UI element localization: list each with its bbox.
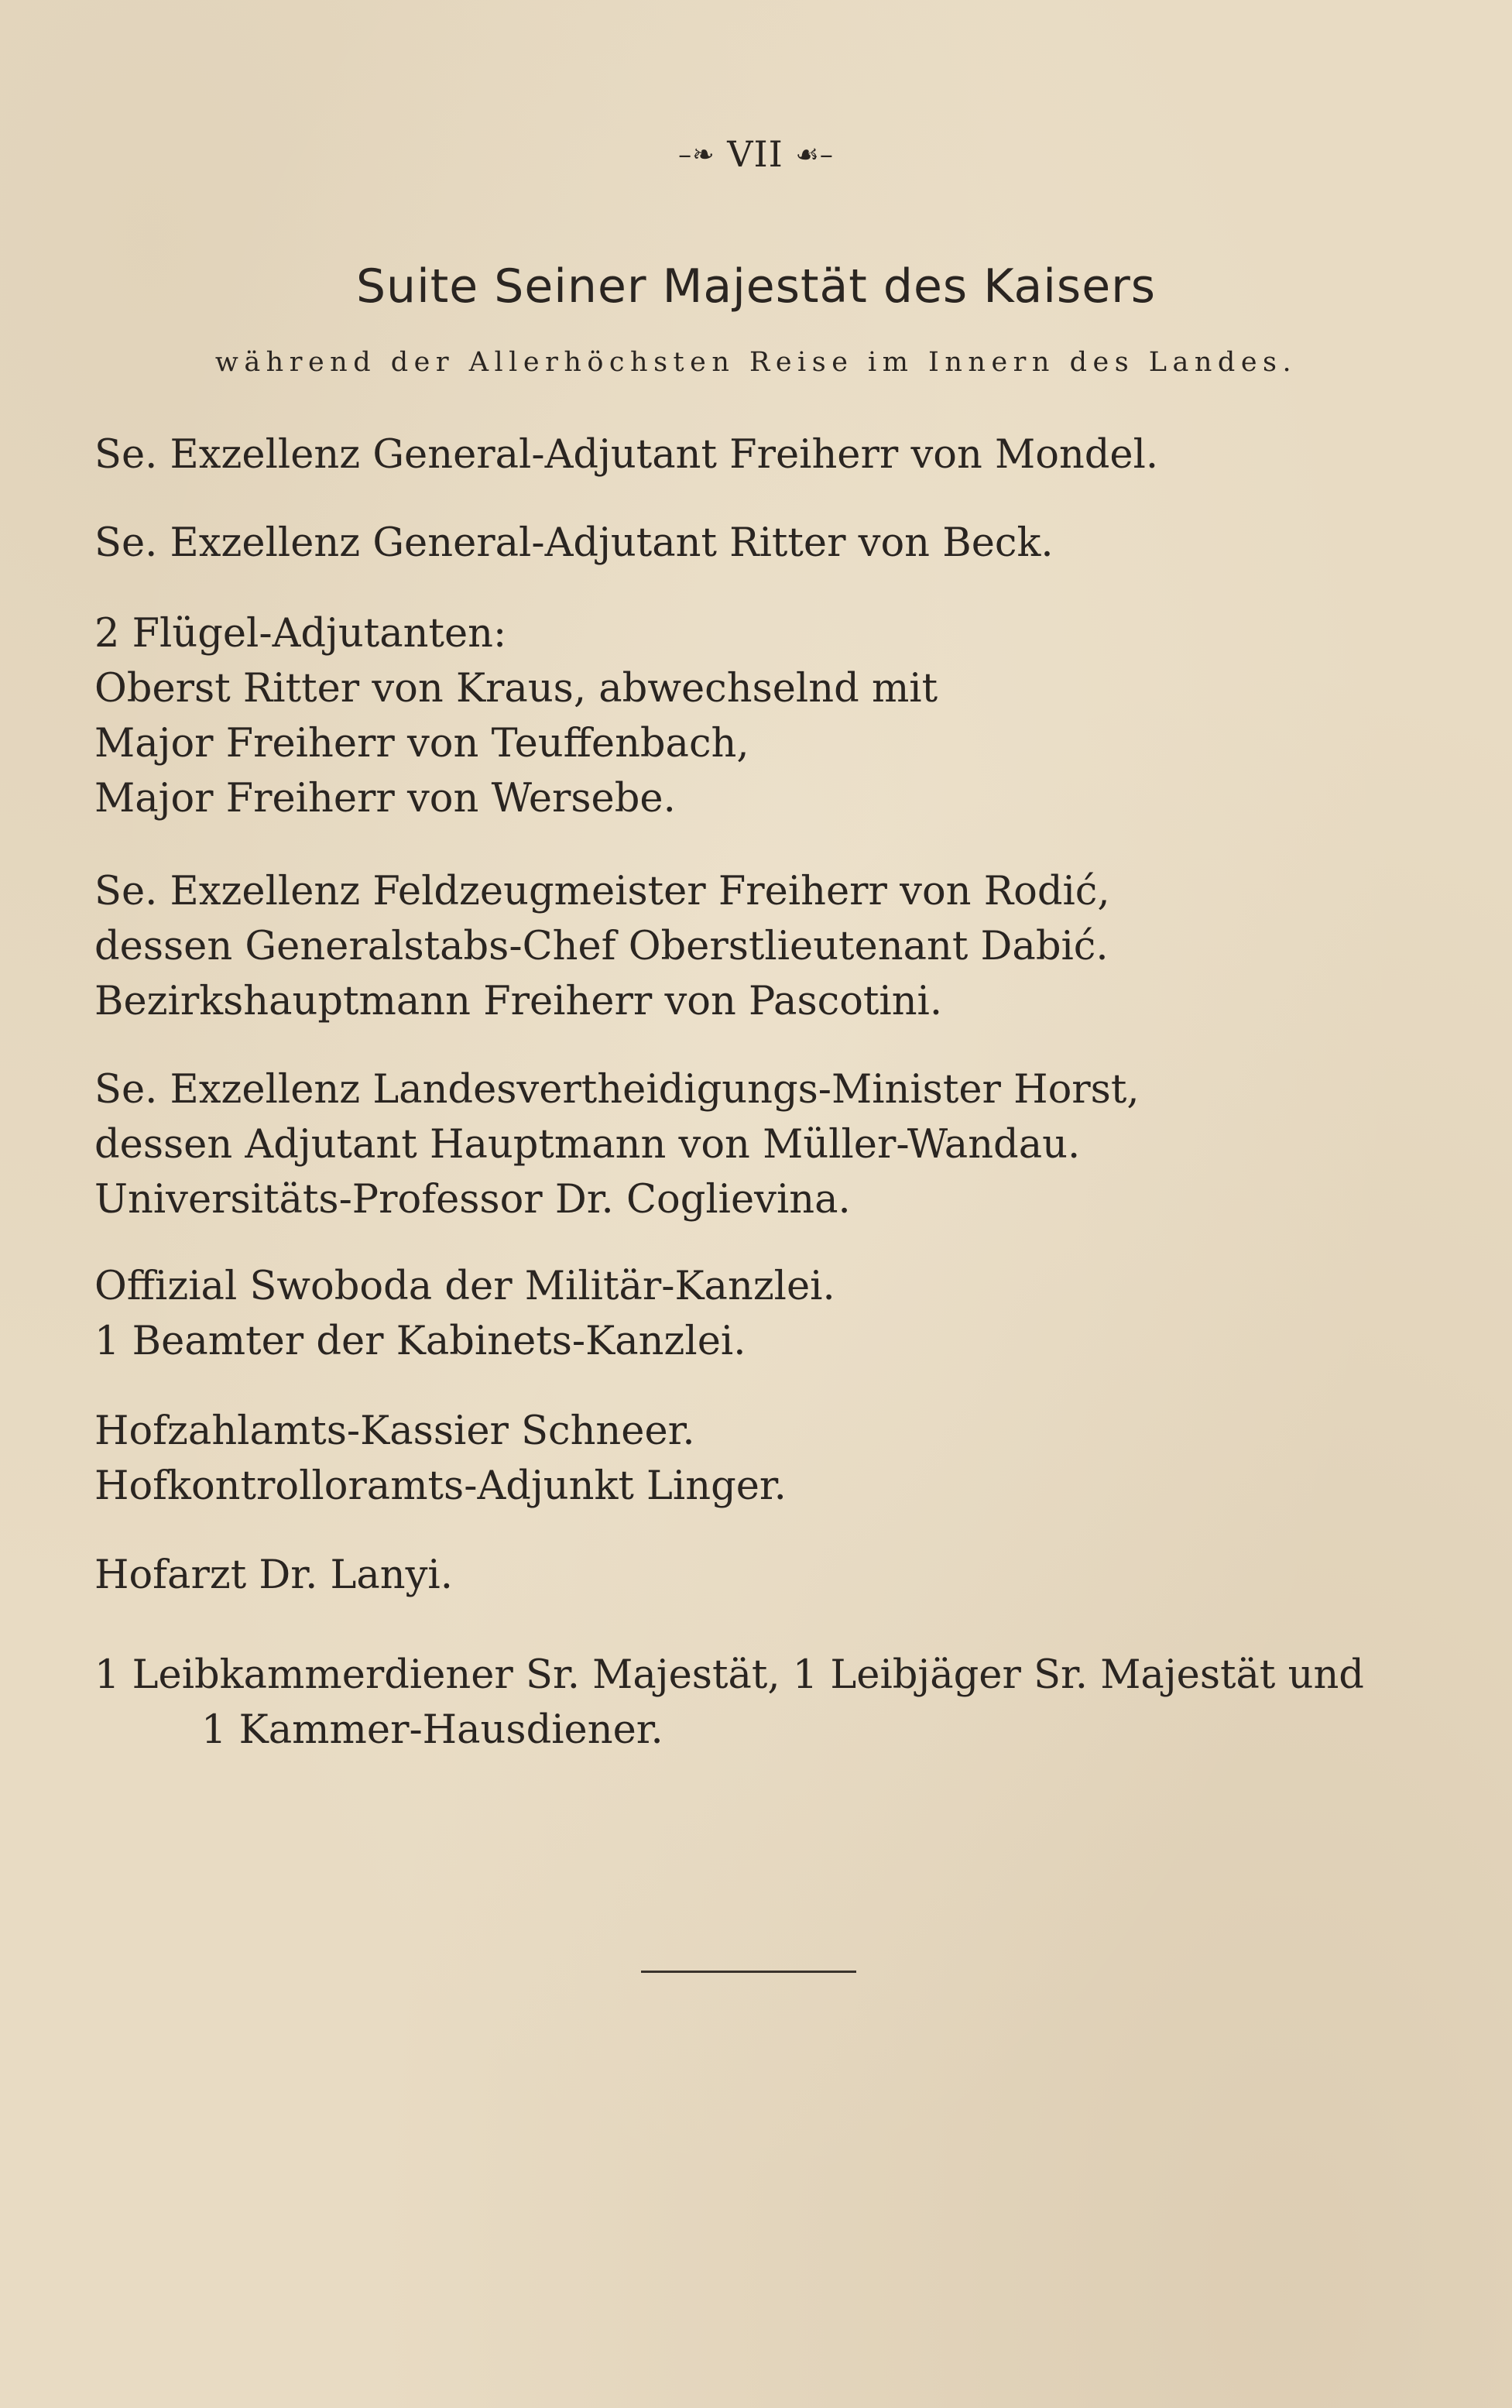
page-number: VII xyxy=(727,133,783,175)
entry-line: Se. Exzellenz General-Adjutant Ritter von Beck. xyxy=(94,520,1054,566)
entry-line: Major Freiherr von Teuffenbach, xyxy=(94,721,749,767)
entry-8 xyxy=(94,1548,1411,1603)
entry-line: Universitäts-Professor Dr. Coglievina. xyxy=(94,1177,851,1223)
page-title: Suite Seiner Majestät des Kaisers xyxy=(355,259,1157,314)
ornament-right-icon: ☙– xyxy=(795,139,834,170)
entry-line: 1 Beamter der Kabinets-Kanzlei. xyxy=(94,1319,746,1364)
entry-line: Hofzahlamts-Kassier Schneer. xyxy=(94,1408,695,1454)
entry-3 xyxy=(94,606,1411,826)
entry-line: dessen Generalstabs-Chef Oberstlieutenant Dabić. xyxy=(94,924,1109,969)
entry-line: 1 Leibkammerdiener Sr. Majestät, 1 Leibjäger Sr. Majestät und xyxy=(94,1652,1364,1698)
page-header xyxy=(0,133,1512,175)
page-subtitle: während der Allerhöchsten Reise im Innern des Landes. xyxy=(214,347,1298,378)
entry-line: Se. Exzellenz Feldzeugmeister Freiherr von Rodić, xyxy=(94,869,1110,914)
entry-line: Hofkontrolloramts-Adjunkt Linger. xyxy=(94,1463,787,1509)
entry-9 xyxy=(94,1648,1411,1758)
entry-2 xyxy=(94,516,1411,571)
entry-line: Offizial Swoboda der Militär-Kanzlei. xyxy=(94,1264,835,1309)
closing-rule xyxy=(641,1971,856,1973)
entry-line: Hofarzt Dr. Lanyi. xyxy=(94,1552,453,1598)
entry-4 xyxy=(94,864,1411,1029)
entry-1 xyxy=(94,427,1411,482)
entry-line: 2 Flügel-Adjutanten: xyxy=(94,611,507,657)
entry-7 xyxy=(94,1404,1411,1514)
entry-line: Se. Exzellenz General-Adjutant Freiherr von Mondel. xyxy=(94,432,1159,478)
entry-6 xyxy=(94,1259,1411,1369)
entry-line: 1 Kammer-Hausdiener. xyxy=(201,1707,663,1753)
entry-line: Se. Exzellenz Landesvertheidigungs-Minister Horst, xyxy=(94,1067,1140,1113)
entry-line: Bezirkshauptmann Freiherr von Pascotini. xyxy=(94,979,943,1024)
ornament-left-icon: –❧ xyxy=(678,139,715,170)
entry-line: Oberst Ritter von Kraus, abwechselnd mit xyxy=(94,666,938,712)
entry-line: Major Freiherr von Wersebe. xyxy=(94,776,676,822)
entry-5 xyxy=(94,1062,1411,1227)
entry-line: dessen Adjutant Hauptmann von Müller-Wandau. xyxy=(94,1122,1081,1168)
